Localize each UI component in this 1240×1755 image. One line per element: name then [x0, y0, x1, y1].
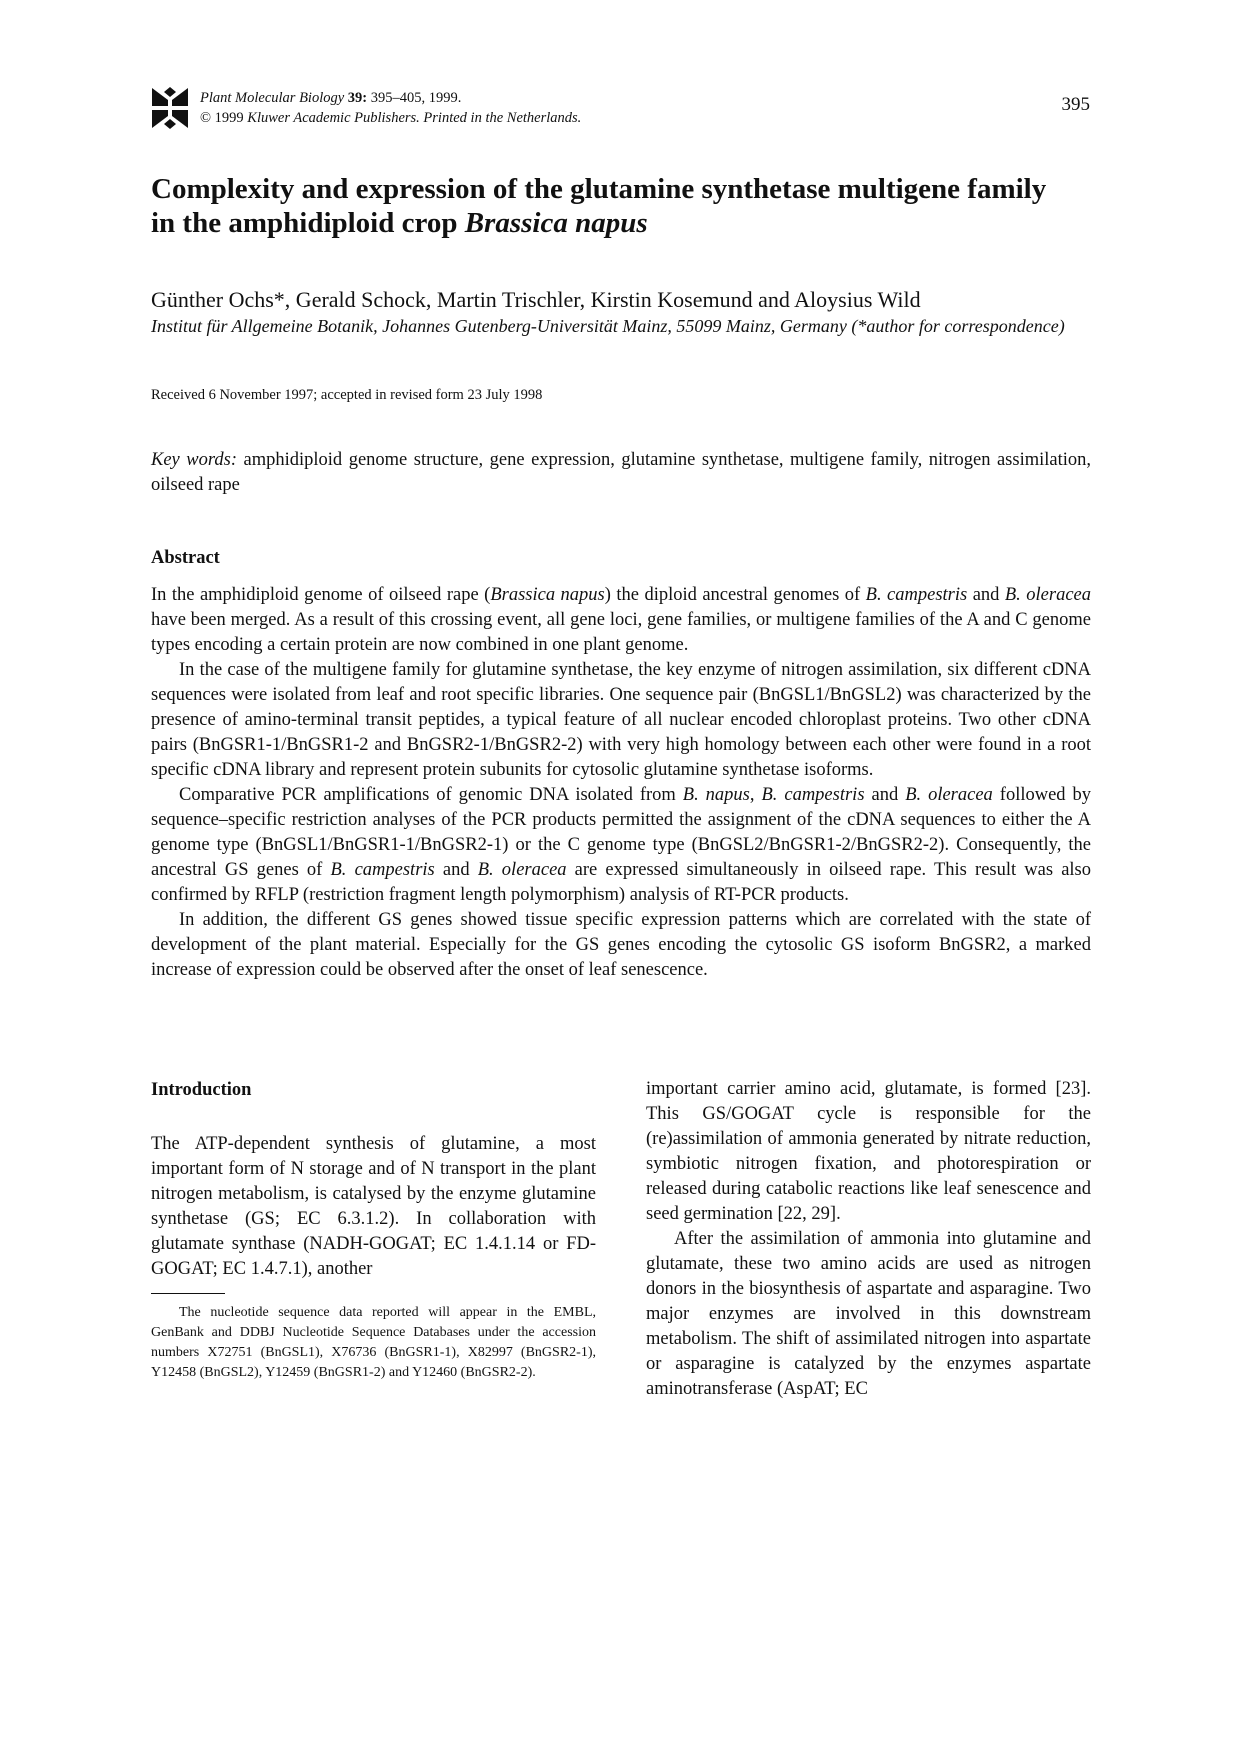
footnote-rule [151, 1293, 225, 1294]
title-line-1: Complexity and expression of the glutamine synthetase multigene family [151, 173, 1047, 205]
journal-volume: 39: [347, 90, 368, 106]
text-run: and [864, 785, 906, 805]
text-run: In the amphidiploid genome of oilseed rape ( [151, 585, 491, 605]
abstract-body [151, 583, 1091, 983]
text-run: have been merged. As a result of this crossing event, all gene loci, gene families, or multigene families of the A and C genome types encoding a certain protein are now combined in one plant genome. [151, 610, 1091, 655]
publisher-name: Kluwer Academic Publishers. [247, 110, 420, 126]
abstract-paragraph [151, 783, 1091, 908]
title-species: Brassica napus [464, 207, 648, 239]
introduction-heading: Introduction [151, 1080, 252, 1100]
journal-pages: 395–405, 1999. [370, 90, 462, 106]
author-list: Günther Ochs*, Gerald Schock, Martin Trischler, Kirstin Kosemund and Aloysius Wild [151, 287, 921, 312]
text-run: Comparative PCR amplifications of genomic DNA isolated from [179, 785, 683, 805]
title-line-2-text: in the amphidiploid crop [151, 207, 465, 239]
copyright-symbol: © [200, 110, 212, 126]
article-title [151, 172, 1091, 240]
journal-citation [200, 88, 581, 128]
text-run: followed by sequence–specific restriction analyses of the PCR products permitted the assignment of the cDNA sequences to either the A genome type (BnGSL1/BnGSR1-1/BnGSR2-1) or the C genome type (BnGSL2/BnGSR1-2/BnGSR2-2). Consequently, the ancestral GS genes of [151, 785, 1092, 880]
printed-note: Printed in the Netherlands. [423, 110, 582, 126]
journal-line-2 [200, 108, 581, 128]
author-affiliation: Institut für Allgemeine Botanik, Johannes Gutenberg-Universität Mainz, 55099 Mainz, Germany (*author for correspondence) [151, 316, 1065, 336]
introduction-left-paragraph: The ATP-dependent synthesis of glutamine, a most important form of N storage and of N transport in the plant nitrogen metabolism, is catalysed by the enzyme glutamine synthetase (GS; EC 6.3.1.2). In collaboration with glutamate synthase (NADH-GOGAT; EC 1.4.1.14 or FD-GOGAT; EC 1.4.7.1), another [151, 1134, 596, 1279]
species-name: B. oleracea [905, 785, 993, 805]
copyright-year: 1999 [214, 110, 244, 126]
text-run: , [749, 785, 762, 805]
species-name: Brassica napus [490, 585, 605, 605]
right-column [646, 1077, 1091, 1402]
species-name: B. campestris [865, 585, 968, 605]
text-run: and [967, 585, 1005, 605]
species-name: B. campestris [761, 785, 865, 805]
abstract-paragraph: In addition, the different GS genes showed tissue specific expression patterns which are correlated with the state of development of the plant material. Especially for the GS genes encoding the cytosolic GS isoform BnGSR2, a marked increase of expression could be observed after the onset of leaf senescence. [151, 910, 1091, 980]
journal-name: Plant Molecular Biology [200, 90, 345, 106]
abstract-paragraph [151, 583, 1091, 658]
abstract-paragraph: In the case of the multigene family for glutamine synthetase, the key enzyme of nitrogen assimilation, six different cDNA sequences were isolated from leaf and root specific libraries. One sequence pair (BnGSL1/BnGSL2) was characterized by the presence of amino-terminal transit peptides, a typical feature of all nuclear encoded chloroplast proteins. Two other cDNA pairs (BnGSR1-1/BnGSR1-2 and BnGSR2-1/BnGSR2-2) with very high homology between each other were found in a root specific cDNA library and represent protein subunits for cytosolic glutamine synthetase isoforms. [151, 660, 1091, 780]
footnote: The nucleotide sequence data reported will appear in the EMBL, GenBank and DDBJ Nucleotide Sequence Databases under the accession numbers X72751 (BnGSL1), X76736 (BnGSR1-1), X82997 (BnGSR2-1), Y12458 (BnGSL2), Y12459 (BnGSR1-2) and Y12460 (BnGSR2-2). [151, 1305, 596, 1380]
received-dates: Received 6 November 1997; accepted in revised form 23 July 1998 [151, 387, 543, 403]
kluwer-logo-icon [150, 86, 190, 130]
species-name: B. oleracea [477, 860, 567, 880]
title-line-2 [151, 206, 1091, 240]
introduction-right-paragraph: After the assimilation of ammonia into glutamine and glutamate, these two amino acids are used as nitrogen donors in the biosynthesis of aspartate and asparagine. Two major enzymes are involved in this downstream metabolism. The shift of assimilated nitrogen into aspartate or asparagine is catalyzed by the enzymes aspartate aminotransferase (AspAT; EC [646, 1229, 1091, 1399]
keywords [151, 448, 1091, 498]
text-run: and [434, 860, 478, 880]
species-name: B. campestris [330, 860, 435, 880]
text-run: ) the diploid ancestral genomes of [604, 585, 866, 605]
abstract-heading: Abstract [151, 548, 220, 568]
journal-line-1 [200, 88, 581, 108]
species-name: B. napus [682, 785, 750, 805]
keywords-label: Key words: [151, 450, 237, 470]
keywords-text: amphidiploid genome structure, gene expression, glutamine synthetase, multigene family, nitrogen assimilation, oilseed rape [151, 450, 1091, 495]
species-name: B. oleracea [1004, 585, 1091, 605]
text-run: are expressed simultaneously in oilseed rape. This result was also confirmed by RFLP (restriction fragment length polymorphism) analysis of RT-PCR products. [151, 860, 1091, 905]
introduction-right-paragraph: important carrier amino acid, glutamate, is formed [23]. This GS/GOGAT cycle is responsible for the (re)assimilation of ammonia generated by nitrate reduction, symbiotic nitrogen fixation, and photorespiration or released during catabolic reactions like leaf senescence and seed germination [22, 29]. [646, 1079, 1091, 1224]
page-number: 395 [1061, 94, 1090, 115]
